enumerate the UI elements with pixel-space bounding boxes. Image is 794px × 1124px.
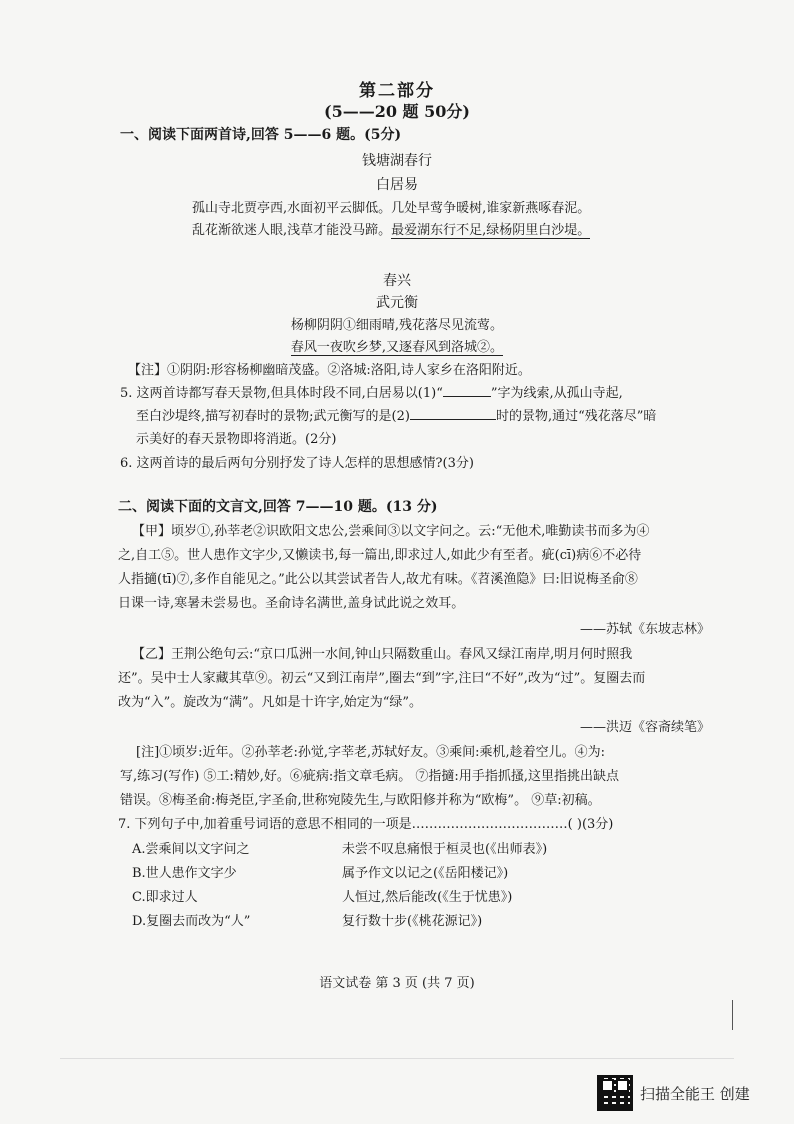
poem2-line2-underlined: 春风一夜吹乡梦,又逐春风到洛城②。: [290, 340, 504, 355]
poem2-title: 春兴: [383, 273, 411, 289]
jia-line1: 【甲】顷岁①,孙莘老②识欧阳文忠公,尝乘间③以文字问之。云:“无他术,唯勤读书而多为④: [132, 524, 650, 539]
yi-line3: 改为“入”。旋改为“满”。凡如是十许字,始定为“绿”。: [118, 695, 423, 710]
q5-line2-a: 至白沙堤终,描写初春时的景物;武元衡写的是(2): [136, 409, 410, 424]
yi-source: ——洪迈《容斋续笔》: [579, 720, 710, 735]
q5-blank-2[interactable]: [410, 405, 496, 420]
q7-stem: 7. 下列句子中,加着重号词语的意思不相同的一项是………………………………( )(3分): [118, 817, 614, 832]
poem1-line2-first: 乱花渐欲迷人眼,浅草才能没马蹄。: [192, 223, 392, 238]
poem1-line2-underlined: 最爱湖东行不足,绿杨阴里白沙堤。: [391, 223, 591, 238]
q5-line1-b: ”字为线索,从孤山寺起,: [490, 386, 623, 401]
section1-note: 【注】①阴阴:形容杨柳幽暗茂盛。②洛城:洛阳,诗人家乡在洛阳附近。: [128, 363, 531, 378]
q5-line3: 示美好的春天景物即将消逝。(2分): [136, 432, 337, 447]
page-number: 语文试卷 第 3 页 (共 7 页): [319, 976, 475, 991]
part-title: 第二部分: [359, 81, 435, 101]
part-range: (5——20 题 50分): [324, 102, 470, 121]
section1-instruction: 一、阅读下面两首诗,回答 5——6 题。(5分): [120, 127, 402, 143]
jia-line2: 之,自工⑤。世人患作文字少,又懒读书,每一篇出,即求过人,如此少有至者。疵(cī)病⑥不必待: [118, 548, 642, 563]
q5-line2: [136, 405, 656, 424]
qr-code-icon: [597, 1075, 633, 1111]
poem1-line2: [192, 219, 590, 238]
poem1-title: 钱塘湖春行: [362, 153, 432, 169]
poem2-line1: 杨柳阴阴①细雨晴,残花落尽见流莺。: [290, 318, 504, 333]
q5-line1: [120, 382, 623, 401]
q7-option-c-right: 人恒过,然后能改(《生于忧患》): [342, 890, 513, 905]
yi-line1: 【乙】王荆公绝句云:“京口瓜洲一水间,钟山只隔数重山。春风又绿江南岸,明月何时照我: [132, 647, 633, 662]
q7-option-d-right: 复行数十步(《桃花源记》): [342, 914, 483, 929]
poem2-line2: [0, 336, 794, 355]
page-bottom-rule: [60, 1058, 734, 1059]
section2-instruction: 二、阅读下面的文言文,回答 7——10 题。(13 分): [118, 499, 438, 515]
q5-line1-a: 5. 这两首诗都写春天景物,但具体时段不同,白居易以(1)“: [120, 386, 443, 401]
poem1-line1: 孤山寺北贾亭西,水面初平云脚低。几处早莺争暖树,谁家新燕啄春泥。: [192, 201, 591, 216]
q7-option-b-right: 属予作文以记之(《岳阳楼记》): [342, 866, 509, 881]
q7-option-a-right: 未尝不叹息痛恨于桓灵也(《出师表》): [342, 842, 548, 857]
section2-note-line1: [注]①顷岁:近年。②孙莘老:孙觉,字莘老,苏轼好友。③乘间:乘机,趁着空儿。④为:: [136, 745, 606, 760]
jia-source: ——苏轼《东坡志林》: [579, 622, 710, 637]
scanner-brand: 扫描全能王 创建: [640, 1085, 750, 1103]
q6: 6. 这两首诗的最后两句分别抒发了诗人怎样的思想感情?(3分): [120, 456, 474, 471]
section2-note-line2: 写,练习(写作) ⑤工:精妙,好。⑥疵病:指文章毛病。 ⑦指擿:用手指抓搔,这里指挑出缺点: [120, 769, 619, 784]
q5-line2-b: 时的景物,通过“残花落尽”暗: [495, 409, 657, 424]
poem2-author: 武元衡: [376, 295, 418, 311]
q7-option-b-left: B.世人患作文字少: [132, 866, 237, 881]
q5-blank-1[interactable]: [443, 382, 491, 397]
section2-note-line3: 错误。⑧梅圣俞:梅尧臣,字圣俞,世称宛陵先生,与欧阳修并称为“欧梅”。 ⑨草:初稿。: [120, 793, 601, 808]
yi-line2: 还”。吴中士人家藏其草⑨。初云“又到江南岸”,圈去“到”字,注曰“不好”,改为“过”。复圈去而: [118, 671, 646, 686]
poem1-author: 白居易: [376, 177, 418, 193]
q7-option-c-left: C.即求过人: [132, 890, 198, 905]
jia-line3: 人指擿(tī)⑦,多作自能见之。”此公以其尝试者告人,故尤有味。《苕溪渔隐》曰:旧说梅圣俞⑧: [118, 572, 638, 587]
scan-edge-mark: [732, 1000, 733, 1030]
q7-option-a-left: A.尝乘间以文字问之: [132, 842, 250, 857]
q7-option-d-left: D.复圈去而改为“人”: [132, 914, 251, 929]
jia-line4: 日课一诗,寒暑未尝易也。圣俞诗名满世,盖身试此说之效耳。: [118, 596, 465, 611]
